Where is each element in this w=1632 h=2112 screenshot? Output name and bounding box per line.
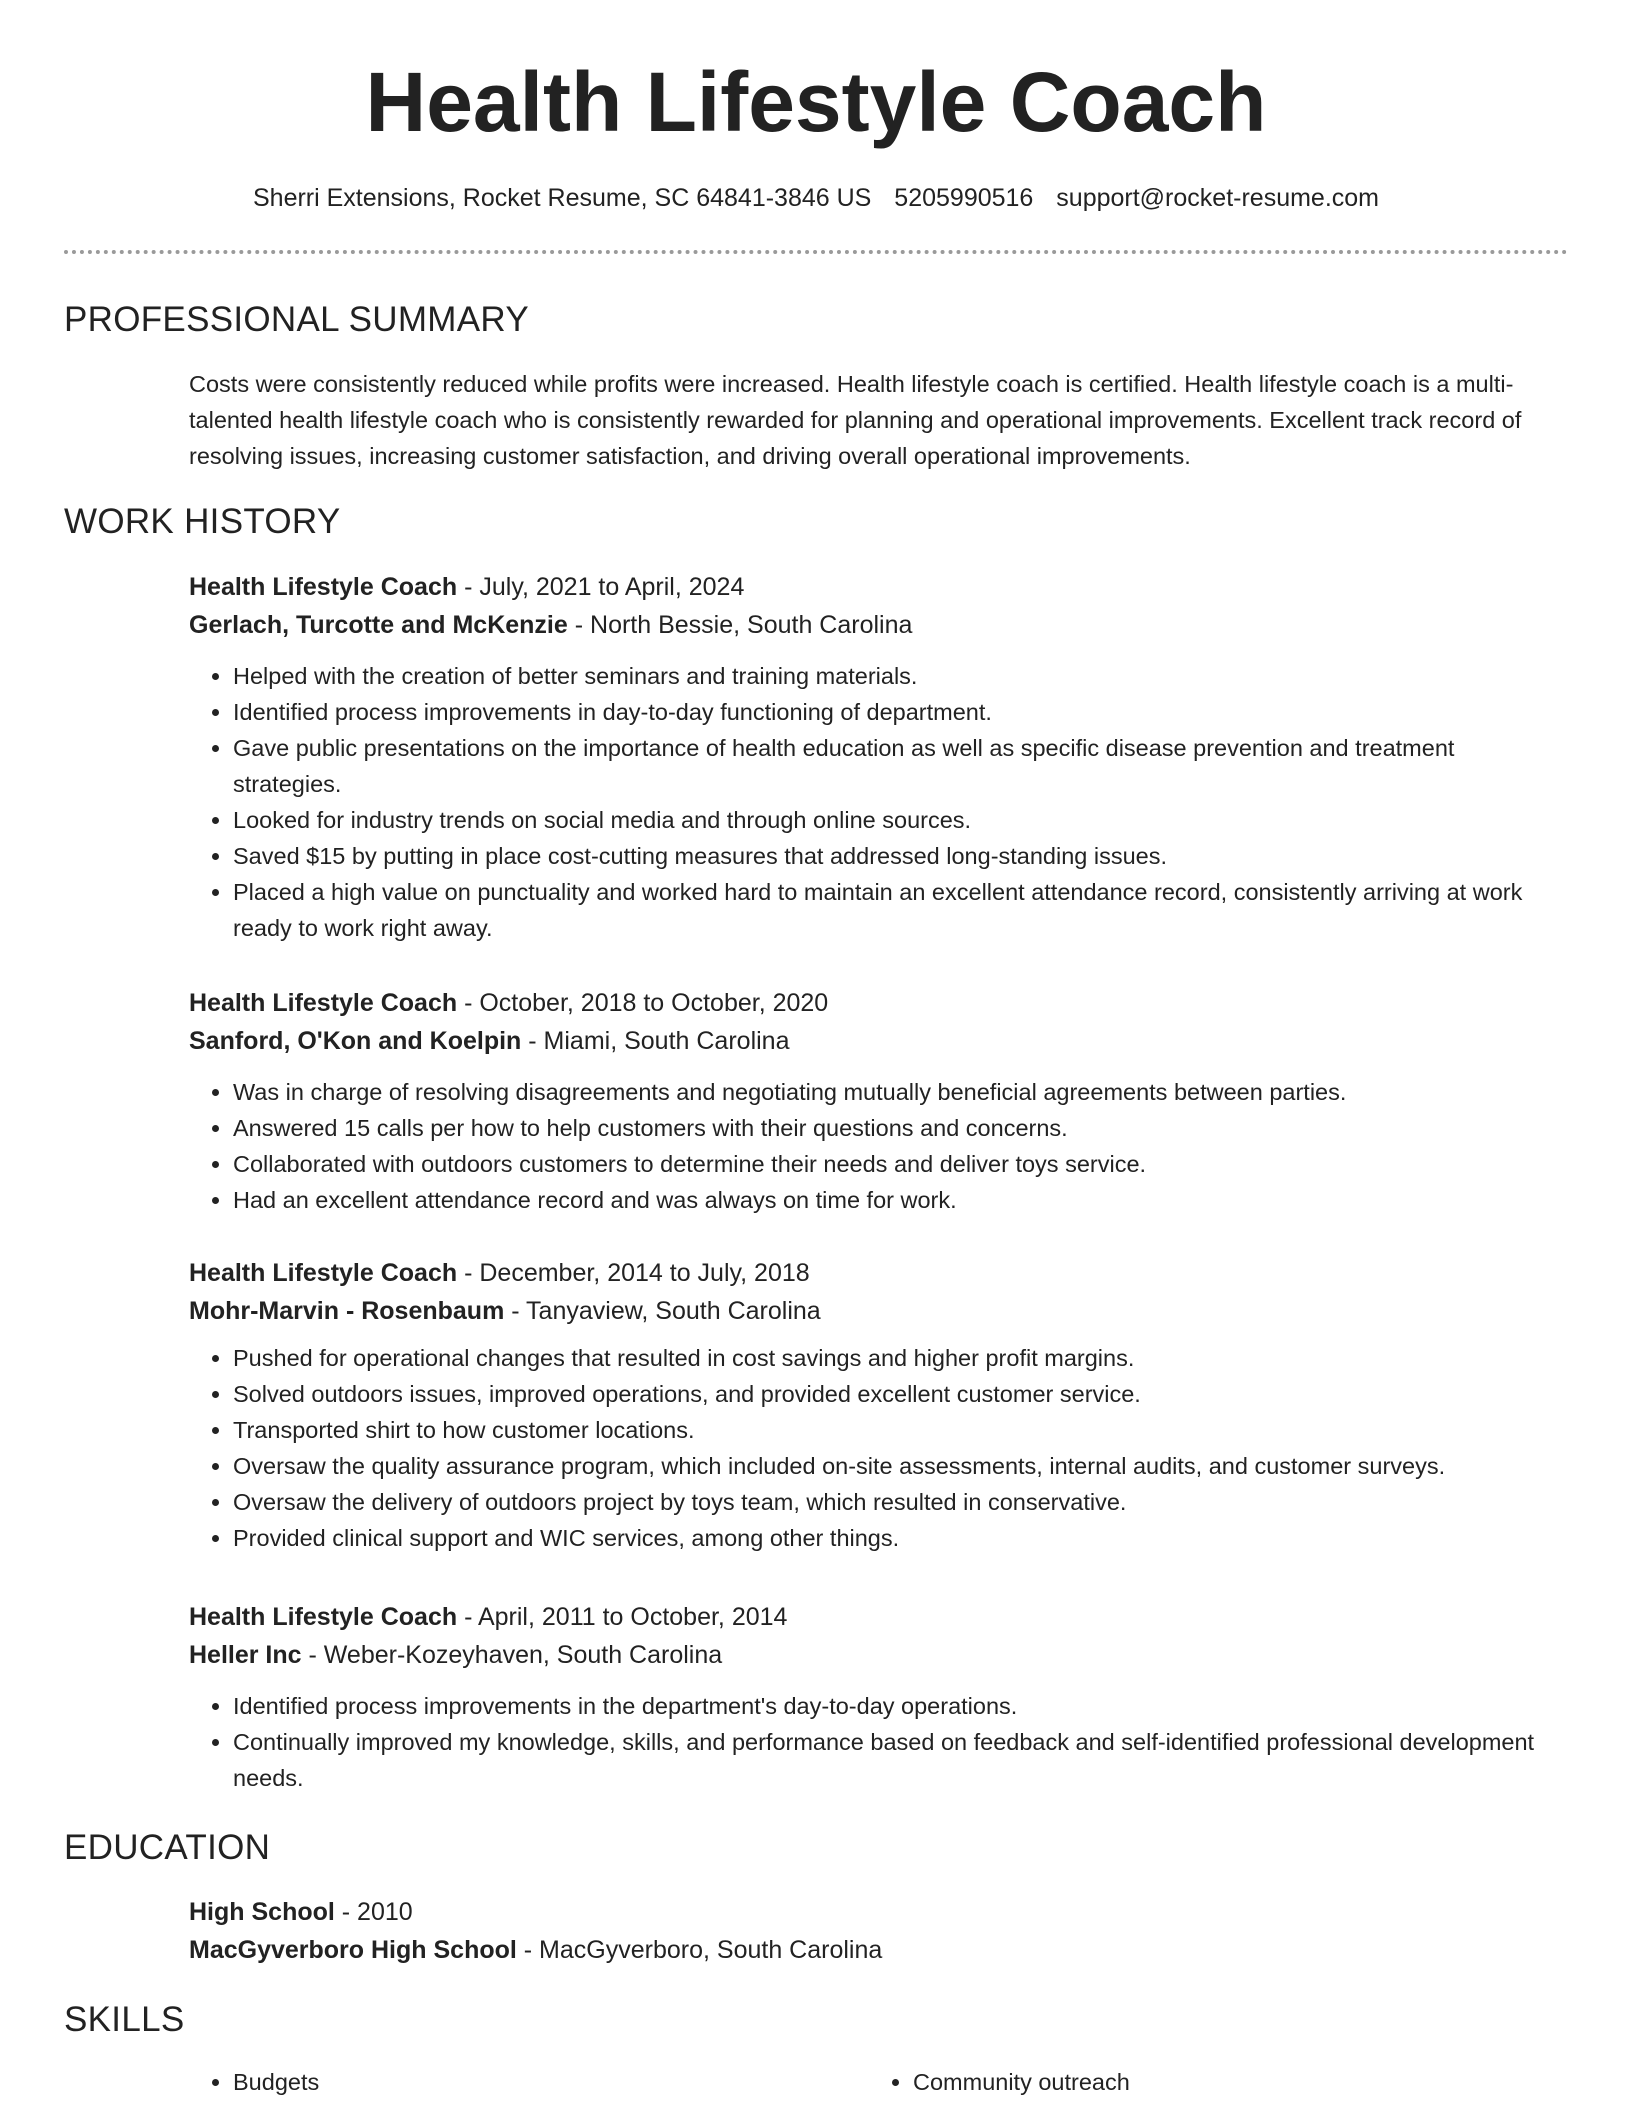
skills-list — [189, 2064, 1569, 2100]
job-bullets — [189, 658, 1569, 946]
list-item: • Provided clinical support and WIC services, among other things. — [233, 1520, 1569, 1556]
list-item: • Placed a high value on punctuality and worked hard to maintain an excellent attendance record, consistently arriving at work ready to work right away. — [233, 874, 1569, 946]
job-company: Gerlach, Turcotte and McKenzie — [189, 611, 568, 639]
job-title: Health Lifestyle Coach — [189, 573, 458, 601]
list-item: • Saved $15 by putting in place cost-cutting measures that addressed long-standing issues. — [233, 838, 1569, 874]
list-item: • Identified process improvements in the department's day-to-day operations. — [233, 1688, 1569, 1724]
education-year: - 2010 — [334, 1898, 413, 1926]
contact-line — [0, 180, 1632, 216]
job-dates: - April, 2011 to October, 2014 — [457, 1603, 788, 1631]
job-location: - Miami, South Carolina — [521, 1027, 790, 1055]
section-title-summary: PROFESSIONAL SUMMARY — [64, 300, 529, 339]
job-company: Sanford, O'Kon and Koelpin — [189, 1027, 522, 1055]
job-entry — [189, 984, 1569, 1218]
education-degree: High School — [189, 1898, 335, 1926]
job-entry — [189, 1598, 1569, 1796]
list-item: • Pushed for operational changes that resulted in cost savings and higher profit margins. — [233, 1340, 1569, 1376]
job-title: Health Lifestyle Coach — [189, 1603, 458, 1631]
job-location: - Weber-Kozeyhaven, South Carolina — [301, 1641, 723, 1669]
list-item: • Oversaw the delivery of outdoors project by toys team, which resulted in conservative. — [233, 1484, 1569, 1520]
header-divider — [64, 250, 1568, 254]
education-entry — [189, 1893, 1569, 1969]
job-location: - North Bessie, South Carolina — [567, 611, 913, 639]
job-company-line — [189, 1292, 1569, 1330]
contact-address: Sherri Extensions, Rocket Resume, SC 64841-3846 US — [252, 184, 872, 212]
list-item: • Identified process improvements in day-to-day functioning of department. — [233, 694, 1569, 730]
job-bullets — [189, 1074, 1569, 1218]
skill-item: • Community outreach — [913, 2064, 1593, 2100]
job-location: - Tanyaview, South Carolina — [504, 1297, 821, 1325]
list-item: • Solved outdoors issues, improved operations, and provided excellent customer service. — [233, 1376, 1569, 1412]
job-dates: - October, 2018 to October, 2020 — [457, 989, 829, 1017]
job-bullets — [189, 1340, 1569, 1556]
list-item: • Had an excellent attendance record and was always on time for work. — [233, 1182, 1569, 1218]
list-item: • Gave public presentations on the importance of health education as well as specific disease prevention and treatment strategies. — [233, 730, 1569, 802]
contact-phone: 5205990516 — [894, 184, 1034, 212]
job-company: Mohr-Marvin - Rosenbaum — [189, 1297, 505, 1325]
list-item: • Helped with the creation of better seminars and training materials. — [233, 658, 1569, 694]
section-title-education: EDUCATION — [64, 1828, 271, 1867]
education-degree-line — [189, 1893, 1569, 1931]
job-company-line — [189, 1636, 1569, 1674]
list-item: • Continually improved my knowledge, skills, and performance based on feedback and self-identified professional development needs. — [233, 1724, 1569, 1796]
education-school-line — [189, 1931, 1569, 1969]
list-item: • Was in charge of resolving disagreements and negotiating mutually beneficial agreements between parties. — [233, 1074, 1569, 1110]
job-company-line — [189, 1022, 1569, 1060]
job-entry — [189, 1254, 1569, 1556]
job-title: Health Lifestyle Coach — [189, 1259, 458, 1287]
job-title-line — [189, 1598, 1569, 1636]
job-title-line — [189, 1254, 1569, 1292]
resume-title: Health Lifestyle Coach — [365, 55, 1267, 149]
list-item: • Answered 15 calls per how to help customers with their questions and concerns. — [233, 1110, 1569, 1146]
job-company: Heller Inc — [189, 1641, 302, 1669]
education-school: MacGyverboro High School — [189, 1936, 517, 1964]
summary-text: Costs were consistently reduced while profits were increased. Health lifestyle coach is certified. Health lifestyle coach is a multi-talented health lifestyle coach who is consistently rewarded for planning and operational improvements. Excellent track record of resolving issues, increasing customer satisfaction, and driving overall operational improvements. — [189, 371, 1522, 469]
job-dates: - December, 2014 to July, 2018 — [457, 1259, 810, 1287]
contact-email: support@rocket-resume.com — [1056, 184, 1380, 212]
education-location: - MacGyverboro, South Carolina — [516, 1936, 883, 1964]
list-item: • Collaborated with outdoors customers to determine their needs and deliver toys service. — [233, 1146, 1569, 1182]
job-title: Health Lifestyle Coach — [189, 989, 458, 1017]
skill-item: • Budgets — [233, 2064, 913, 2100]
list-item: • Transported shirt to how customer locations. — [233, 1412, 1569, 1448]
job-title-line — [189, 984, 1569, 1022]
job-dates: - July, 2021 to April, 2024 — [457, 573, 745, 601]
list-item: • Looked for industry trends on social media and through online sources. — [233, 802, 1569, 838]
job-entry — [189, 568, 1569, 946]
job-company-line — [189, 606, 1569, 644]
list-item: • Oversaw the quality assurance program, which included on-site assessments, internal audits, and customer surveys. — [233, 1448, 1569, 1484]
job-title-line — [189, 568, 1569, 606]
section-title-skills: SKILLS — [64, 2000, 185, 2039]
section-title-work: WORK HISTORY — [64, 502, 341, 541]
job-bullets — [189, 1688, 1569, 1796]
